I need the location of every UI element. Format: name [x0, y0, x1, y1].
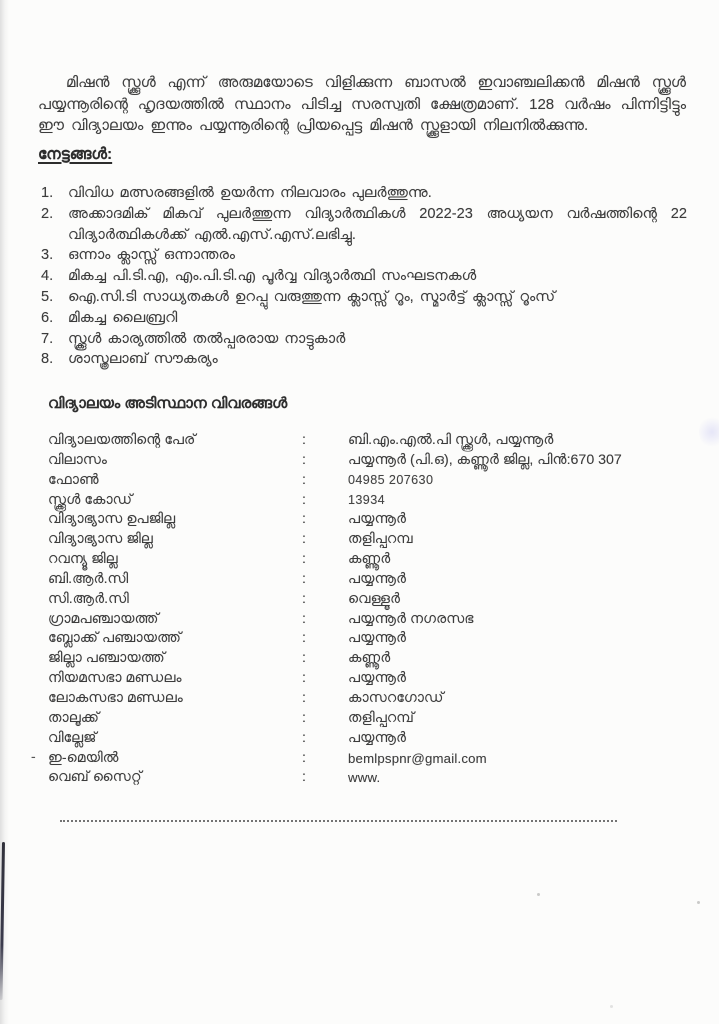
- list-item-text: സ്ക്കൂൾ കാര്യത്തിൽ തൽപ്പരരായ നാട്ടുകാർ: [68, 330, 346, 347]
- list-item: [41, 308, 687, 329]
- table-row: [48, 749, 693, 769]
- detail-value: വെള്ളൂർ: [348, 590, 401, 607]
- list-item-number: 1.: [41, 185, 54, 201]
- intro-paragraph: മിഷൻ സ്ക്കൂൾ എന്ന് അരുമയോടെ വിളിക്കുന്ന ബാസൽ ഇവാഞ്ചലിക്കൻ മിഷൻ സ്ക്കൂൾ പയ്യന്നൂരിന്റെ ഹൃദയത്തിൽ സ്ഥാനം പിടിച്ച സരസ്വതി ക്ഷേത്രമാണ്. 128 വർഷം പിന്നിട്ടിട്ടും ഈ വിദ്യാലയം ഇന്നും പയ്യന്നൂരിന്റെ പ്രിയപ്പെട്ട മിഷൻ സ്ക്കൂളായി നിലനിൽക്കുന്നു.: [38, 74, 686, 135]
- detail-separator: :: [302, 610, 306, 627]
- scan-speck: [697, 901, 700, 904]
- table-row: [48, 550, 693, 570]
- table-row: [48, 669, 693, 689]
- detail-separator: :: [302, 551, 306, 568]
- list-item: [41, 245, 687, 266]
- list-item: [41, 329, 687, 350]
- achievements-heading: നേട്ടങ്ങൾ:: [38, 146, 113, 163]
- detail-value: പയ്യന്നൂർ: [348, 630, 407, 647]
- scan-smudge: [699, 415, 719, 449]
- detail-value: പയ്യന്നൂർ: [348, 670, 407, 687]
- detail-separator: :: [302, 531, 306, 548]
- table-row: [48, 689, 693, 709]
- detail-separator: :: [302, 590, 306, 607]
- detail-separator: :: [302, 570, 306, 587]
- scan-edge-line: [0, 842, 5, 1000]
- detail-label: ഫോൺ: [48, 471, 99, 488]
- list-item: [41, 183, 687, 204]
- detail-value: പയ്യന്നൂർ (പി.ഒ), കണ്ണൂർ ജില്ല, പിൻ:670 307: [348, 451, 622, 468]
- detail-label: വിദ്യാലയത്തിന്റെ പേര്: [48, 432, 196, 448]
- list-item-number: 5.: [41, 288, 54, 305]
- achievements-list: [41, 183, 687, 370]
- detail-separator: :: [302, 709, 306, 726]
- detail-separator: :: [302, 670, 306, 687]
- table-row: [48, 530, 693, 550]
- table-row: [48, 768, 693, 788]
- list-item-text: അക്കാദമിക് മികവ് പുലർത്തുന്ന വിദ്യാർത്ഥികൾ 2022-23 അധ്യയന വർഷത്തിന്റെ 22 വിദ്യാർത്ഥികൾക്ക് എൽ.എസ്.എസ്.ലഭിച്ചു.: [68, 205, 687, 243]
- detail-label: വിദ്യാഭ്യാസ ജില്ല: [48, 531, 153, 548]
- table-row: [48, 491, 693, 511]
- list-item-number: 2.: [41, 205, 54, 222]
- list-item-number: 3.: [41, 247, 54, 264]
- detail-value: bemlpspnr@gmail.com: [348, 750, 487, 766]
- detail-separator: :: [302, 729, 306, 746]
- list-item: [41, 349, 687, 370]
- list-item-text: വിവിധ മത്സരങ്ങളിൽ ഉയർന്ന നിലവാരം പുലർത്തുന്നു.: [68, 185, 432, 201]
- detail-separator: :: [302, 471, 306, 488]
- detail-label: ബ്ലോക്ക് പഞ്ചായത്ത്: [48, 630, 182, 647]
- list-item: [41, 287, 687, 308]
- detail-label: ലോകസഭാ മണ്ഡലം: [48, 689, 183, 706]
- list-item-text: ഐ.സി.ടി സാധ്യതകൾ ഉറപ്പു വരുത്തുന്ന ക്ലാസ്സ് റൂം, സ്മാർട്ട് ക്ലാസ്സ് റൂംസ്: [68, 288, 556, 305]
- list-item-number: 4.: [41, 268, 54, 285]
- table-row: [48, 729, 693, 749]
- detail-separator: :: [302, 491, 306, 508]
- list-item-text: ഒന്നാം ക്ലാസ്സ് ഒന്നാന്തരം: [68, 247, 236, 264]
- list-item-text: മികച്ച ലൈബ്രറി: [68, 309, 178, 326]
- detail-label: ബി.ആർ.സി: [48, 570, 129, 587]
- detail-label: ജില്ലാ പഞ്ചായത്ത്: [48, 650, 165, 667]
- details-table: [48, 431, 693, 788]
- list-item-text: ശാസ്ത്രലാബ് സൗകര്യം: [68, 351, 218, 368]
- detail-label: സ്ക്കൂൾ കോഡ്: [48, 491, 133, 508]
- table-row: [48, 629, 693, 649]
- list-item-number: 7.: [41, 330, 54, 347]
- detail-value: 13934: [348, 492, 386, 507]
- detail-value: പയ്യന്നൂർ നഗരസഭ: [348, 610, 474, 627]
- table-row: [48, 451, 693, 471]
- list-item: [41, 266, 687, 287]
- detail-label: റവന്യൂ ജില്ല: [48, 551, 118, 568]
- table-row: [48, 471, 693, 491]
- detail-label: നിയമസഭാ മണ്ഡലം: [48, 670, 182, 687]
- details-heading: വിദ്യാലയം അടിസ്ഥാന വിവരങ്ങൾ: [48, 395, 288, 412]
- detail-value: തളിപ്പറമ്പ്: [348, 709, 415, 726]
- detail-label: സി.ആർ.സി: [48, 590, 129, 607]
- table-row: [48, 709, 693, 729]
- table-row: [48, 570, 693, 590]
- table-row: [48, 510, 693, 530]
- table-row: [48, 649, 693, 669]
- table-row: [48, 590, 693, 610]
- detail-value: തളിപ്പറമ്പ: [348, 531, 413, 548]
- detail-value: 04985 207630: [348, 472, 434, 487]
- detail-separator: :: [302, 650, 306, 667]
- detail-label: ഗ്രാമപഞ്ചായത്ത്: [48, 610, 159, 627]
- list-item-text: മികച്ച പി.ടി.എ, എം.പി.ടി.എ പൂർവ്വ വിദ്യാർത്ഥി സംഘടനകൾ: [68, 268, 477, 285]
- detail-value: പയ്യന്നൂർ: [348, 511, 407, 528]
- stray-dash-mark: -: [31, 748, 36, 764]
- detail-value: കണ്ണൂർ: [348, 650, 391, 667]
- list-item-number: 8.: [41, 351, 54, 368]
- detail-value: കാസറഗോഡ്: [348, 689, 444, 706]
- detail-separator: :: [302, 511, 306, 528]
- detail-value: പയ്യന്നൂർ: [348, 570, 407, 587]
- dotted-divider: [60, 816, 617, 822]
- detail-separator: :: [302, 451, 306, 468]
- scan-speck: [537, 893, 540, 896]
- detail-label: വിദ്യാഭ്യാസ ഉപജില്ല: [48, 511, 176, 528]
- detail-label: താലൂക്ക്: [48, 709, 100, 726]
- detail-label: വില്ലേജ്: [48, 729, 97, 746]
- detail-label: വിലാസം: [48, 451, 107, 468]
- list-item: [41, 204, 687, 246]
- scan-speck: [610, 1005, 613, 1008]
- list-item-number: 6.: [41, 309, 54, 326]
- table-row: [48, 431, 693, 451]
- detail-label: വെബ് സൈറ്റ്: [48, 769, 142, 786]
- detail-separator: :: [302, 432, 306, 448]
- detail-separator: :: [302, 630, 306, 647]
- table-row: [48, 610, 693, 630]
- detail-value: ബി.എം.എൽ.പി സ്ക്കൂൾ, പയ്യന്നൂർ: [348, 432, 554, 448]
- detail-separator: :: [302, 749, 306, 766]
- detail-label: ഇ-മെയിൽ: [48, 749, 119, 766]
- detail-value: കണ്ണൂർ: [348, 551, 391, 568]
- detail-separator: :: [302, 689, 306, 706]
- detail-separator: :: [302, 769, 306, 786]
- detail-value: www.: [348, 770, 381, 786]
- detail-value: പയ്യന്നൂർ: [348, 729, 407, 746]
